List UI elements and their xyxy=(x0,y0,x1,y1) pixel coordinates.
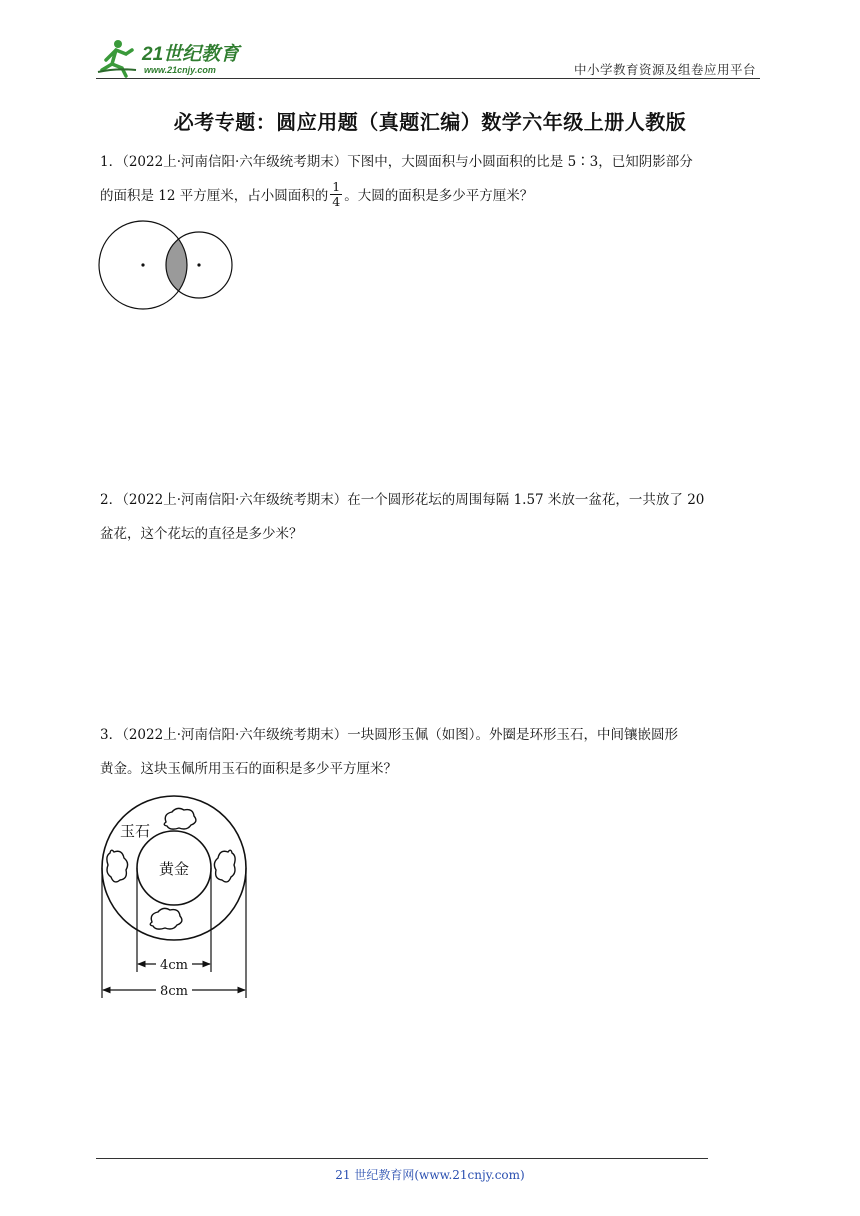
question-2 xyxy=(100,483,764,551)
fraction-one-quarter: $\frac{1}{4}$ xyxy=(332,179,341,209)
question-2-line-1: 2．（2022上·河南信阳·六年级统考期末）在一个圆形花坛的周围每隔 1.57 米放一盆花，一共放了 20 xyxy=(100,492,705,508)
header-platform-text: 中小学教育资源及组卷应用平台 xyxy=(573,62,756,77)
jade-pendant-figure xyxy=(96,794,256,1006)
site-logo xyxy=(96,38,266,78)
question-number: 1． xyxy=(100,154,123,170)
question-1 xyxy=(100,145,764,213)
runner-logo-icon xyxy=(98,40,136,76)
question-3-line-1: 3．（2022上·河南信阳·六年级统考期末）一块圆形玉佩（如图）。外圈是环形玉石，中间镶嵌圆形 xyxy=(100,727,679,743)
logo-url: www.21cnjy.com xyxy=(144,65,216,75)
footer-link[interactable]: 21 世纪教育网(www.21cnjy.com) xyxy=(335,1168,525,1182)
question-3-line-2: 黄金。这块玉佩所用玉石的面积是多少平方厘米？ xyxy=(100,761,397,777)
outer-dim-label: 8cm xyxy=(160,984,188,999)
logo-text: 21世纪教育 xyxy=(142,44,240,65)
jade-cloud-top xyxy=(164,808,196,829)
jade-label: 玉石 xyxy=(120,822,151,840)
header-divider xyxy=(96,78,760,79)
gold-label: 黄金 xyxy=(158,860,190,878)
jade-cloud-bottom xyxy=(150,908,182,929)
question-number: 2． xyxy=(100,492,123,508)
large-circle-center xyxy=(141,263,144,266)
inner-dim-label: 4cm xyxy=(160,958,188,973)
page-title: 必考专题：圆应用题（真题汇编）数学六年级上册人教版 xyxy=(173,110,687,134)
overlapping-circles-figure xyxy=(96,218,238,314)
question-1-line-2: 的面积是 12 平方厘米，占小圆面积的 $\frac{1}{4}$ 。大圆的面积是多少平方厘米？ xyxy=(100,179,534,209)
footer-divider xyxy=(96,1158,708,1159)
jade-cloud-left xyxy=(107,850,128,882)
jade-cloud-right xyxy=(214,850,235,882)
question-3 xyxy=(100,718,764,786)
question-2-line-2: 盆花，这个花坛的直径是多少米？ xyxy=(100,526,303,542)
question-1-line-1: 1．（2022上·河南信阳·六年级统考期末）下图中，大圆面积与小圆面积的比是 5∶3，已知阴影部分 xyxy=(100,154,693,170)
small-circle-center xyxy=(197,263,200,266)
question-number: 3． xyxy=(100,727,123,743)
